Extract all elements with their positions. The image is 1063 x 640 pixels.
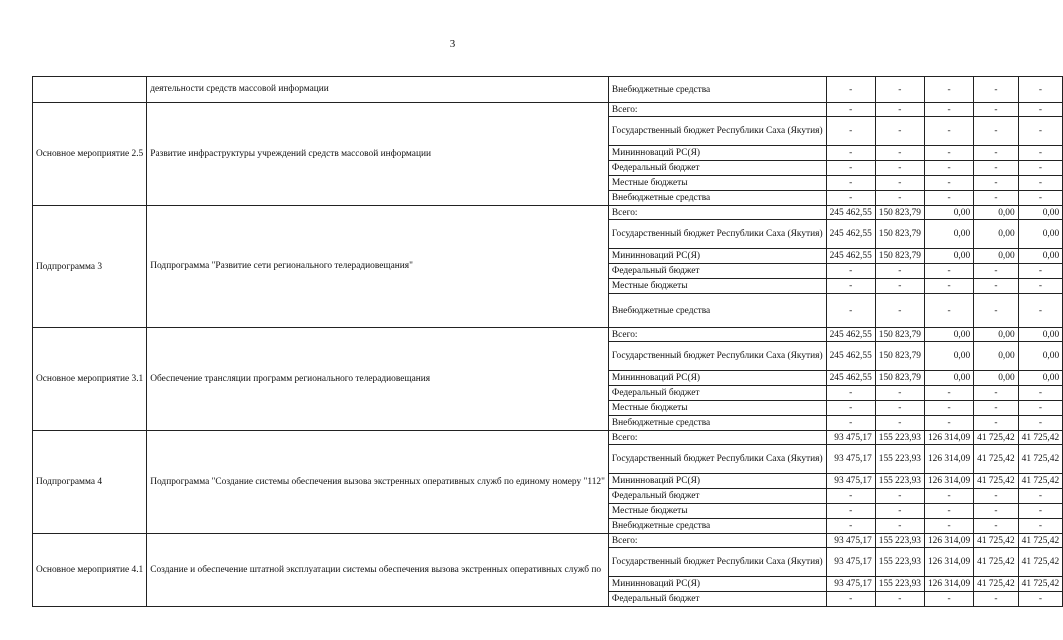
amount-cell: 41 725,42: [1018, 474, 1063, 489]
table-row: [33, 206, 1063, 220]
amount-cell: 155 223,93: [875, 474, 924, 489]
amount-cell: -: [1018, 77, 1063, 103]
funding-source-cell: Государственный бюджет Республики Саха (Якутия): [608, 117, 826, 146]
funding-source-cell: Государственный бюджет Республики Саха (Якутия): [608, 220, 826, 249]
amount-cell: 245 462,55: [826, 328, 875, 342]
amount-cell: -: [924, 504, 973, 519]
table-row: [33, 103, 1063, 117]
amount-cell: -: [974, 519, 1019, 534]
amount-cell: -: [826, 146, 875, 161]
amount-cell: -: [826, 103, 875, 117]
amount-cell: -: [875, 264, 924, 279]
amount-cell: 41 725,42: [1018, 548, 1063, 577]
amount-cell: 41 725,42: [1018, 445, 1063, 474]
amount-cell: -: [924, 294, 973, 328]
amount-cell: 126 314,09: [924, 445, 973, 474]
amount-cell: -: [974, 416, 1019, 431]
amount-cell: -: [1018, 592, 1063, 607]
funding-source-cell: Всего:: [608, 534, 826, 548]
budget-table: [32, 76, 1063, 607]
amount-cell: -: [826, 279, 875, 294]
funding-source-cell: Местные бюджеты: [608, 504, 826, 519]
funding-source-cell: Мининноваций РС(Я): [608, 474, 826, 489]
funding-source-cell: Мининноваций РС(Я): [608, 371, 826, 386]
amount-cell: -: [1018, 176, 1063, 191]
amount-cell: -: [826, 401, 875, 416]
amount-cell: -: [826, 191, 875, 206]
amount-cell: 0,00: [924, 371, 973, 386]
amount-cell: 93 475,17: [826, 577, 875, 592]
amount-cell: 0,00: [974, 249, 1019, 264]
table-row: [33, 534, 1063, 548]
amount-cell: -: [924, 519, 973, 534]
program-name-cell: Основное мероприятие 4.1: [33, 534, 147, 607]
amount-cell: -: [924, 146, 973, 161]
amount-cell: 126 314,09: [924, 548, 973, 577]
amount-cell: -: [974, 386, 1019, 401]
amount-cell: 41 725,42: [974, 577, 1019, 592]
amount-cell: 245 462,55: [826, 220, 875, 249]
amount-cell: -: [826, 264, 875, 279]
funding-source-cell: Государственный бюджет Республики Саха (Якутия): [608, 342, 826, 371]
amount-cell: -: [974, 504, 1019, 519]
program-name-cell: Подпрограмма 4: [33, 431, 147, 534]
amount-cell: 150 823,79: [875, 206, 924, 220]
amount-cell: 41 725,42: [1018, 534, 1063, 548]
amount-cell: 93 475,17: [826, 431, 875, 445]
amount-cell: -: [924, 176, 973, 191]
funding-source-cell: Внебюджетные средства: [608, 191, 826, 206]
funding-source-cell: Всего:: [608, 431, 826, 445]
amount-cell: -: [974, 103, 1019, 117]
amount-cell: -: [1018, 146, 1063, 161]
funding-source-cell: Всего:: [608, 103, 826, 117]
amount-cell: -: [924, 401, 973, 416]
amount-cell: -: [1018, 386, 1063, 401]
table-row: [33, 328, 1063, 342]
amount-cell: -: [1018, 117, 1063, 146]
funding-source-cell: Внебюджетные средства: [608, 416, 826, 431]
amount-cell: -: [875, 191, 924, 206]
amount-cell: -: [875, 176, 924, 191]
program-description-cell: Развитие инфраструктуры учреждений средств массовой информации: [147, 103, 609, 206]
amount-cell: 0,00: [1018, 220, 1063, 249]
amount-cell: -: [875, 279, 924, 294]
amount-cell: -: [974, 279, 1019, 294]
amount-cell: -: [875, 401, 924, 416]
funding-source-cell: Федеральный бюджет: [608, 489, 826, 504]
amount-cell: 0,00: [924, 220, 973, 249]
amount-cell: -: [924, 592, 973, 607]
amount-cell: -: [826, 489, 875, 504]
amount-cell: 0,00: [974, 342, 1019, 371]
amount-cell: -: [974, 191, 1019, 206]
amount-cell: -: [974, 592, 1019, 607]
amount-cell: 126 314,09: [924, 431, 973, 445]
amount-cell: 150 823,79: [875, 342, 924, 371]
amount-cell: -: [1018, 264, 1063, 279]
amount-cell: -: [924, 264, 973, 279]
amount-cell: 155 223,93: [875, 548, 924, 577]
amount-cell: -: [924, 117, 973, 146]
program-description-cell: Создание и обеспечение штатной эксплуатации системы обеспечения вызова экстренных оперативных служб по: [147, 534, 609, 607]
amount-cell: -: [974, 401, 1019, 416]
funding-source-cell: Местные бюджеты: [608, 279, 826, 294]
program-description-cell: Подпрограмма "Создание системы обеспечения вызова экстренных оперативных служб по единому номеру "112": [147, 431, 609, 534]
funding-source-cell: Федеральный бюджет: [608, 161, 826, 176]
program-name-cell: Подпрограмма 3: [33, 206, 147, 328]
amount-cell: -: [875, 294, 924, 328]
amount-cell: -: [974, 117, 1019, 146]
amount-cell: -: [875, 386, 924, 401]
amount-cell: -: [875, 77, 924, 103]
amount-cell: -: [924, 77, 973, 103]
amount-cell: -: [974, 146, 1019, 161]
amount-cell: -: [1018, 489, 1063, 504]
amount-cell: -: [974, 489, 1019, 504]
amount-cell: -: [875, 103, 924, 117]
amount-cell: 0,00: [1018, 206, 1063, 220]
amount-cell: -: [924, 191, 973, 206]
amount-cell: 0,00: [1018, 249, 1063, 264]
funding-source-cell: Федеральный бюджет: [608, 386, 826, 401]
amount-cell: -: [826, 592, 875, 607]
amount-cell: 0,00: [924, 249, 973, 264]
amount-cell: -: [826, 416, 875, 431]
amount-cell: 150 823,79: [875, 220, 924, 249]
amount-cell: 245 462,55: [826, 342, 875, 371]
amount-cell: 41 725,42: [974, 548, 1019, 577]
amount-cell: 0,00: [974, 206, 1019, 220]
funding-source-cell: Всего:: [608, 206, 826, 220]
amount-cell: -: [826, 77, 875, 103]
program-description-cell: Обеспечение трансляции программ регионального телерадиовещания: [147, 328, 609, 431]
amount-cell: 0,00: [924, 206, 973, 220]
amount-cell: -: [924, 489, 973, 504]
amount-cell: 155 223,93: [875, 445, 924, 474]
amount-cell: 0,00: [974, 220, 1019, 249]
budget-table-body: [33, 77, 1063, 607]
amount-cell: -: [875, 117, 924, 146]
amount-cell: 93 475,17: [826, 445, 875, 474]
program-name-cell: Основное мероприятие 2.5: [33, 103, 147, 206]
amount-cell: -: [826, 294, 875, 328]
amount-cell: 41 725,42: [974, 474, 1019, 489]
amount-cell: -: [1018, 504, 1063, 519]
amount-cell: -: [826, 519, 875, 534]
amount-cell: -: [1018, 191, 1063, 206]
amount-cell: -: [1018, 294, 1063, 328]
amount-cell: -: [974, 264, 1019, 279]
amount-cell: -: [875, 592, 924, 607]
funding-source-cell: Федеральный бюджет: [608, 264, 826, 279]
amount-cell: 150 823,79: [875, 249, 924, 264]
amount-cell: 155 223,93: [875, 577, 924, 592]
amount-cell: 41 725,42: [974, 534, 1019, 548]
amount-cell: 41 725,42: [974, 445, 1019, 474]
table-row: [33, 431, 1063, 445]
amount-cell: -: [1018, 519, 1063, 534]
amount-cell: 155 223,93: [875, 431, 924, 445]
amount-cell: -: [875, 146, 924, 161]
amount-cell: -: [826, 386, 875, 401]
amount-cell: 245 462,55: [826, 206, 875, 220]
amount-cell: -: [875, 416, 924, 431]
amount-cell: 126 314,09: [924, 534, 973, 548]
amount-cell: 93 475,17: [826, 534, 875, 548]
program-description-cell: Подпрограмма "Развитие сети регионального телерадиовещания": [147, 206, 609, 328]
amount-cell: 93 475,17: [826, 474, 875, 489]
amount-cell: 93 475,17: [826, 548, 875, 577]
amount-cell: 245 462,55: [826, 249, 875, 264]
funding-source-cell: Местные бюджеты: [608, 176, 826, 191]
funding-source-cell: Федеральный бюджет: [608, 592, 826, 607]
funding-source-cell: Внебюджетные средства: [608, 519, 826, 534]
amount-cell: -: [924, 161, 973, 176]
amount-cell: -: [924, 279, 973, 294]
amount-cell: -: [875, 489, 924, 504]
amount-cell: 155 223,93: [875, 534, 924, 548]
amount-cell: -: [924, 416, 973, 431]
amount-cell: -: [1018, 416, 1063, 431]
funding-source-cell: Всего:: [608, 328, 826, 342]
amount-cell: -: [875, 504, 924, 519]
amount-cell: 150 823,79: [875, 328, 924, 342]
funding-source-cell: Государственный бюджет Республики Саха (Якутия): [608, 445, 826, 474]
amount-cell: -: [974, 176, 1019, 191]
funding-source-cell: Государственный бюджет Республики Саха (Якутия): [608, 548, 826, 577]
amount-cell: -: [875, 161, 924, 176]
funding-source-cell: Местные бюджеты: [608, 401, 826, 416]
program-name-cell: Основное мероприятие 3.1: [33, 328, 147, 431]
funding-source-cell: Мининноваций РС(Я): [608, 577, 826, 592]
amount-cell: 0,00: [974, 371, 1019, 386]
amount-cell: 150 823,79: [875, 371, 924, 386]
amount-cell: -: [974, 77, 1019, 103]
amount-cell: 41 725,42: [974, 431, 1019, 445]
amount-cell: -: [1018, 103, 1063, 117]
amount-cell: 0,00: [924, 342, 973, 371]
amount-cell: -: [826, 504, 875, 519]
amount-cell: -: [1018, 161, 1063, 176]
amount-cell: -: [924, 103, 973, 117]
amount-cell: 41 725,42: [1018, 577, 1063, 592]
amount-cell: -: [826, 176, 875, 191]
amount-cell: 245 462,55: [826, 371, 875, 386]
table-row: [33, 77, 1063, 103]
funding-source-cell: Внебюджетные средства: [608, 294, 826, 328]
amount-cell: -: [826, 161, 875, 176]
amount-cell: 126 314,09: [924, 577, 973, 592]
funding-source-cell: Внебюджетные средства: [608, 77, 826, 103]
amount-cell: -: [1018, 279, 1063, 294]
funding-source-cell: Мининноваций РС(Я): [608, 146, 826, 161]
amount-cell: 126 314,09: [924, 474, 973, 489]
page-number: 3: [449, 38, 456, 50]
program-name-cell: [33, 77, 147, 103]
amount-cell: 0,00: [974, 328, 1019, 342]
amount-cell: 0,00: [924, 328, 973, 342]
amount-cell: -: [974, 161, 1019, 176]
funding-source-cell: Мининноваций РС(Я): [608, 249, 826, 264]
amount-cell: 0,00: [1018, 371, 1063, 386]
amount-cell: -: [1018, 401, 1063, 416]
program-description-cell: деятельности средств массовой информации: [147, 77, 609, 103]
amount-cell: 0,00: [1018, 328, 1063, 342]
amount-cell: -: [974, 294, 1019, 328]
amount-cell: 41 725,42: [1018, 431, 1063, 445]
amount-cell: -: [924, 386, 973, 401]
amount-cell: -: [875, 519, 924, 534]
amount-cell: -: [826, 117, 875, 146]
amount-cell: 0,00: [1018, 342, 1063, 371]
